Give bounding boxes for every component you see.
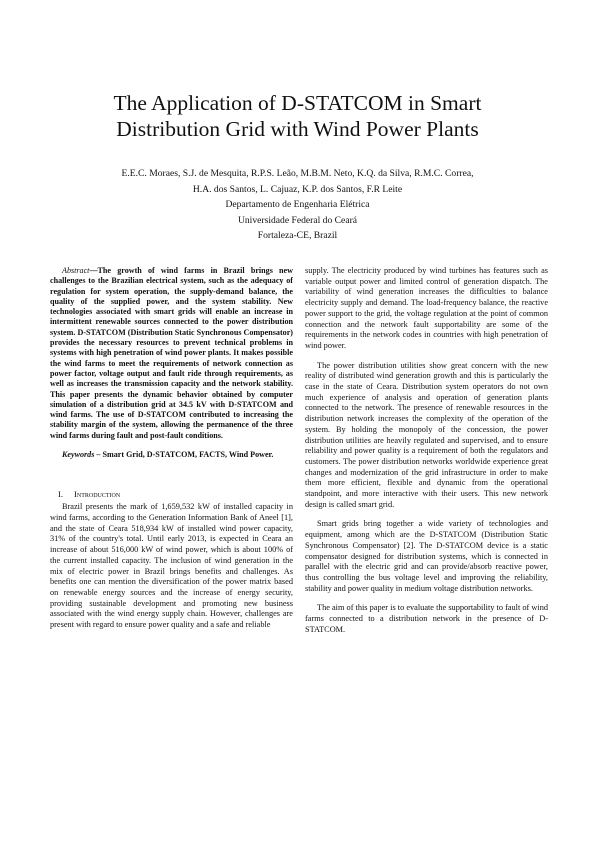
abstract-label: Abstract: [62, 266, 90, 275]
intro-paragraph-2: The power distribution utilities show great concern with the new reality of distributed wind generation growth and this is particularly the case in the state of Ceara. Distribution system operators do not own much experience of analysis and operation of generation plants connected to the network. The presence of renewable resources in the distribution network increases the complexity of the operation of the system. By holding the monopoly of the concession, the power distribution utilities are heavily regulated and supervised, and to ensure reliability and power quality is a requirement of both the regulators and customers. The power distribution networks worldwide experience great changes and modernization of the grid infrastructure in order to make them more efficient, flexible and dynamic from the operational standpoint, and more interactive with their users. This new network design is called smart grid.: [305, 360, 548, 509]
intro-paragraph-1: Brazil presents the mark of 1,659,532 kW of installed capacity in wind farms, according to the Generation Information Bank of Aneel [1], and the state of Ceara 518,934 kW of installed wind power capacity, 31% of the country's total. Until early 2013, is expected in Ceara an increase of about 516,000 kW of wind power, which is about 100% of the current installed capacity. The inclusion of wind generation in the mix of electric power in Brazil brings benefits and challenges. As benefits one can mention the diversification of the power matrix based on renewable energy sources and the increase of energy security, providing sustainable development and promoting new business associated with the wind energy supply chain. However, challenges are present with regard to ensure power quality and a safe and reliable: [50, 502, 293, 630]
department: Departamento de Engenharia Elétrica: [225, 199, 370, 210]
intro-paragraph-1-cont: supply. The electricity produced by wind turbines has features such as variable output power and limited control of generation dispatch. The variability of wind generation increases the difficulties to balance electricity supply and demand. The load-frequency balance, the reactive power support to the grid, the voltage regulation at the point of common connection and the network fault supportability are some of the requirements in the network codes in countries with high penetration of wind power.: [305, 266, 548, 350]
title-line-1: The Application of D-STATCOM in Smart: [113, 91, 482, 115]
title-line-2: Distribution Grid with Wind Power Plants: [116, 117, 479, 141]
intro-paragraph-3: Smart grids bring together a wide variety of technologies and equipment, among which are the D-STATCOM (Distribution Static Synchronous Compensator) [2]. The D-STATCOM device is a static compensator designed for distribution systems, which is connected in parallel with the electric grid and can provide/absorb reactive power, thus controlling the bus voltage level and improving the reliability, stability and power quality in medium voltage distribution networks.: [305, 519, 548, 593]
keywords-label: Keywords: [62, 450, 95, 460]
intro-paragraph-4: The aim of this paper is to evaluate the supportability to fault of wind farms connected to a distribution network in the presence of D-STATCOM.: [305, 603, 548, 634]
abstract-text: —The growth of wind farms in Brazil brings new challenges to the Brazilian electrical system, such as the adequacy of regulation for system operation, the supply-demand balance, the quality of the supplied power, and the system stability. New technologies associated with smart grids will enable an increase in intermittent renewable sources connected to the power distribution system. D-STATCOM (Distribution Static Synchronous Compensator) provides the necessary resources to prevent technical problems in systems with high penetration of wind power plants. It makes possible the wind farms to meet the requirements of network connection as power factor, voltage output and fault ride through requirements, as well as increases the transmission capacity and the network stability. This paper presents the dynamic behavior obtained by computer simulation of a distribution grid at 34.5 kV with D-STATCOM and wind farms. The use of D-STATCOM contributed to increasing the stability margin of the system, allowing the permanence of the three wind farms during fault and post-fault conditions.: [50, 266, 293, 440]
authors-line-1: E.E.C. Moraes, S.J. de Mesquita, R.P.S. Leão, M.B.M. Neto, K.Q. da Silva, R.M.C. Correa,: [121, 168, 474, 179]
section-title: Introduction: [74, 489, 121, 500]
abstract: [50, 266, 293, 441]
section-heading-introduction: [50, 489, 293, 499]
paper-title: [60, 90, 535, 142]
keywords: [50, 450, 293, 460]
right-column: [305, 266, 548, 636]
author-block: [60, 166, 535, 244]
section-number: I.: [58, 489, 64, 500]
authors-line-2: H.A. dos Santos, L. Cajuaz, K.P. dos Santos, F.R Leite: [192, 183, 403, 195]
university: Universidade Federal do Ceará: [237, 214, 358, 226]
keywords-text: – Smart Grid, D-STATCOM, FACTS, Wind Power.: [94, 450, 274, 460]
location: Fortaleza-CE, Brazil: [257, 230, 338, 241]
left-column: [50, 266, 293, 631]
